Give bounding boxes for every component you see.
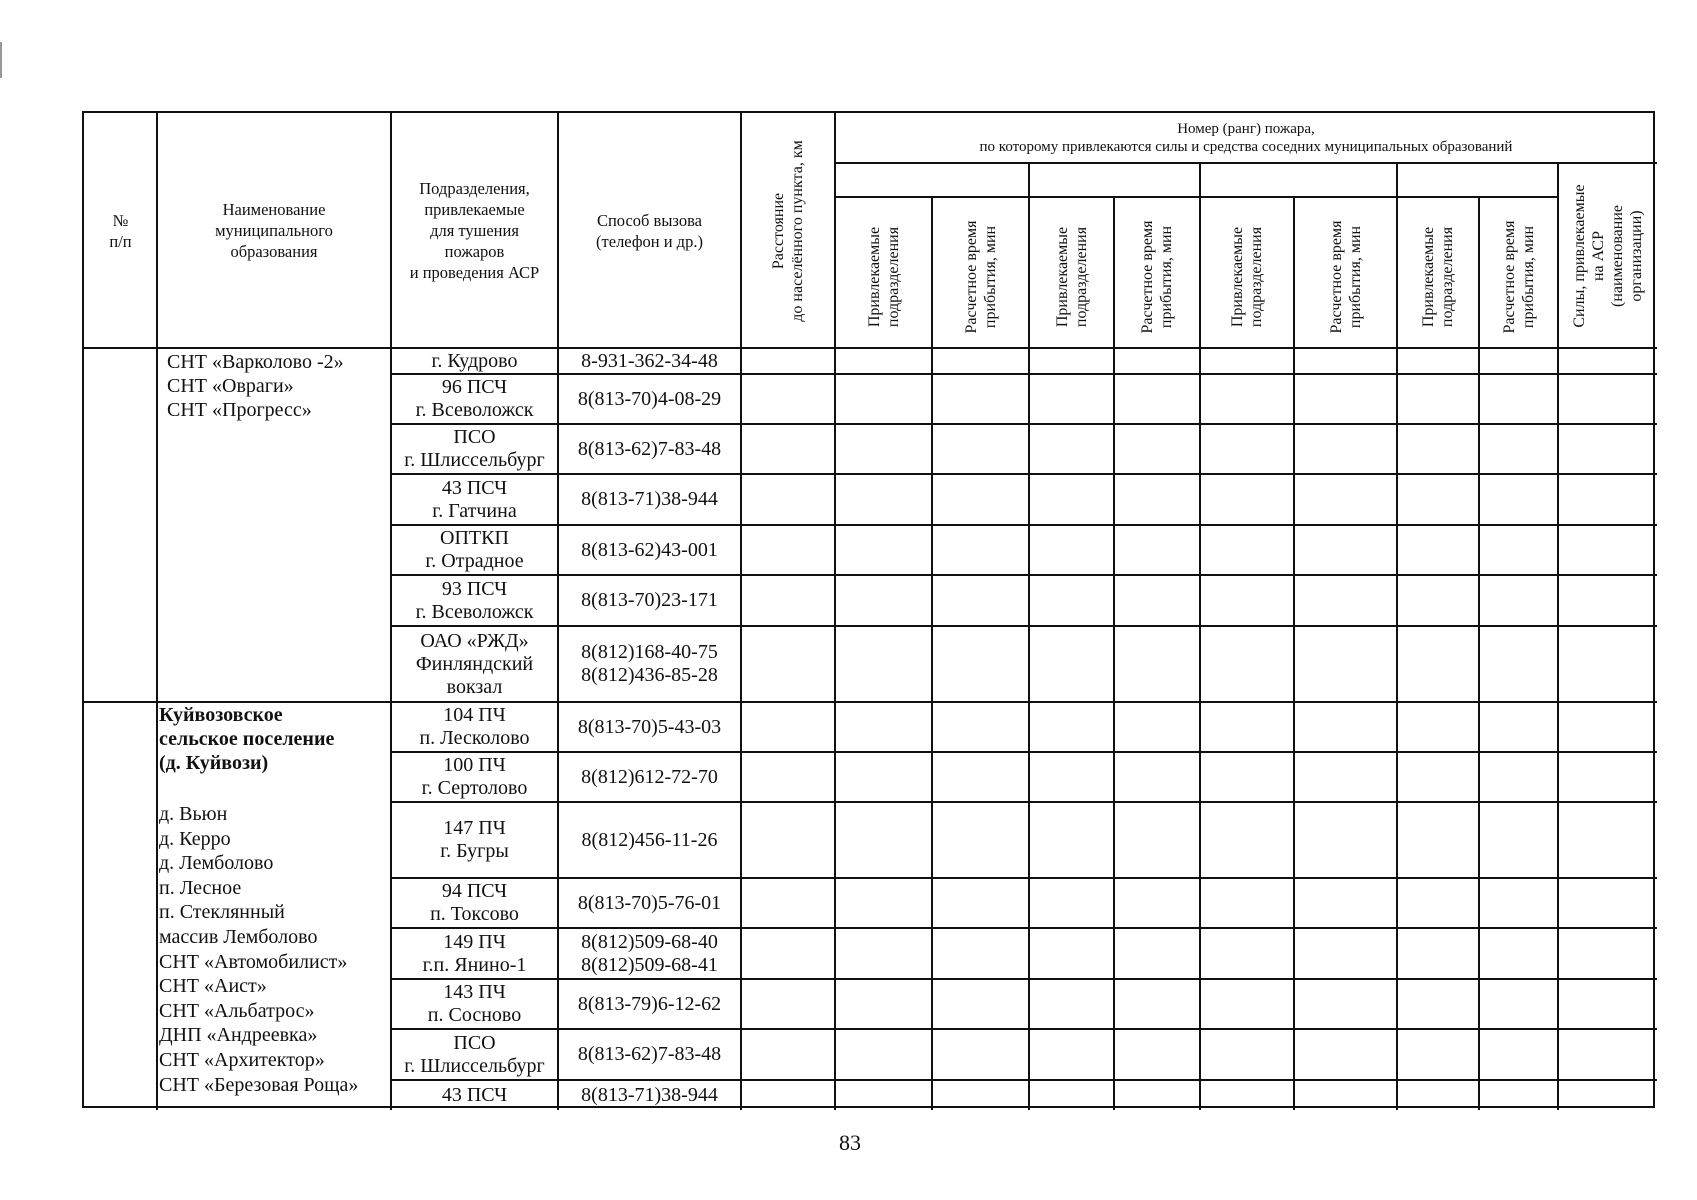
row-distance bbox=[741, 374, 835, 424]
header-sub-units-line: подразделения bbox=[1072, 226, 1090, 327]
row-unit-line: 96 ПСЧ bbox=[441, 376, 508, 398]
row-unit bbox=[391, 878, 558, 928]
row-cell bbox=[1397, 374, 1479, 424]
row-unit bbox=[391, 702, 558, 752]
row-phone bbox=[558, 928, 741, 979]
header-rank-1 bbox=[835, 163, 1029, 197]
row-cell bbox=[835, 752, 932, 802]
settlement-name: п. Стеклянный bbox=[159, 901, 285, 924]
row-distance bbox=[741, 348, 835, 374]
row-cell bbox=[1200, 802, 1294, 878]
table-hline bbox=[835, 196, 1558, 198]
table-vline bbox=[156, 113, 158, 1110]
row-cell bbox=[1200, 1080, 1294, 1110]
header-col-call-line: Способ вызова bbox=[596, 210, 703, 230]
header-col-units-line: и проведения АСР bbox=[409, 263, 540, 282]
row-phone-line: 8(812)456-11-26 bbox=[581, 828, 718, 851]
row-unit bbox=[391, 424, 558, 474]
row-phone bbox=[558, 802, 741, 878]
settlement-name: СНТ «Автомобилист» bbox=[159, 950, 348, 973]
row-unit-line: ОПТКП bbox=[440, 527, 509, 549]
row-cell bbox=[932, 752, 1029, 802]
settlement-name: СНТ «Березовая Роща» bbox=[159, 1073, 359, 1096]
row-distance bbox=[741, 1080, 835, 1110]
header-sub-time-line: Расчетное время bbox=[1500, 220, 1518, 333]
header-rank-2 bbox=[1029, 163, 1200, 197]
header-sub-units-line: Привлекаемые bbox=[1420, 226, 1437, 327]
row-unit-line: г. Сертолово bbox=[421, 777, 528, 799]
row-unit-line: 43 ПСЧ bbox=[441, 1083, 508, 1106]
row-unit bbox=[391, 928, 558, 979]
row-unit-line: 149 ПЧ bbox=[443, 930, 506, 953]
header-asr-forces bbox=[1570, 184, 1646, 327]
header-col-distance-line: Расстояние bbox=[770, 192, 787, 269]
row-cell bbox=[1397, 626, 1479, 702]
row-phone-line: 8(812)168-40-75 bbox=[581, 641, 718, 663]
row-distance bbox=[741, 802, 835, 878]
settlement-name: СНТ «Варколово -2» bbox=[167, 351, 344, 373]
header-rank-title-line: Номер (ранг) пожара, bbox=[1177, 121, 1315, 137]
header-col-name-line: муниципального bbox=[215, 221, 333, 240]
row-phone bbox=[558, 474, 741, 525]
row-cell bbox=[1294, 878, 1397, 928]
row-distance bbox=[741, 752, 835, 802]
header-col-number-line: № bbox=[112, 210, 129, 230]
row-unit bbox=[391, 752, 558, 802]
header-col-call bbox=[558, 113, 741, 348]
row-cell bbox=[1294, 474, 1397, 525]
header-sub-units bbox=[1053, 226, 1091, 326]
header-sub-units bbox=[865, 226, 903, 326]
row-phone-line: 8(813-70)5-43-03 bbox=[577, 715, 722, 738]
header-sub-time bbox=[1327, 220, 1365, 333]
row-cell bbox=[1294, 979, 1397, 1029]
row-cell bbox=[1294, 802, 1397, 878]
table-vline bbox=[1028, 163, 1030, 1110]
header-sub-time bbox=[1138, 220, 1176, 333]
row-phone bbox=[558, 374, 741, 424]
row-unit-line: 143 ПЧ bbox=[443, 981, 506, 1003]
header-sub-units-line: подразделения bbox=[1439, 226, 1456, 327]
header-sub-time bbox=[1500, 220, 1538, 333]
row-distance bbox=[741, 474, 835, 525]
row-distance bbox=[741, 1029, 835, 1080]
row-unit-line: п. Сосново bbox=[427, 1004, 522, 1026]
table-hline bbox=[835, 162, 1657, 164]
row-cell bbox=[1479, 928, 1558, 979]
row-unit-line: ПСО bbox=[453, 426, 496, 448]
header-col-units-line: Подразделения, bbox=[419, 179, 530, 198]
settlement-name: СНТ «Аист» bbox=[159, 975, 267, 998]
settlement-name: ДНП «Андреевка» bbox=[159, 1024, 318, 1047]
row-phone-line: 8(813-79)6-12-62 bbox=[577, 992, 722, 1015]
header-asr-forces-line: Силы, привлекаемые bbox=[1570, 183, 1588, 328]
row-unit-line: г. Бугры bbox=[440, 840, 509, 862]
row-unit-line: ОАО «РЖД» bbox=[420, 629, 529, 652]
row-phone-line: 8(812)509-68-40 bbox=[581, 930, 718, 953]
row-cell bbox=[1397, 979, 1479, 1029]
header-asr-forces-line: (наименование bbox=[1608, 204, 1626, 307]
header-col-units-line: пожаров bbox=[444, 242, 505, 261]
row-unit bbox=[391, 802, 558, 878]
settlement-name: п. Лесное bbox=[159, 876, 242, 899]
row-phone bbox=[558, 348, 741, 374]
fire-response-table bbox=[82, 111, 1655, 1108]
row-unit-line: п. Токсово bbox=[430, 903, 519, 925]
header-col-number-line: п/п bbox=[109, 231, 132, 251]
section-number bbox=[84, 702, 157, 728]
row-phone-line: 8(813-71)38-944 bbox=[581, 1083, 718, 1106]
header-sub-time-line: прибытия, мин bbox=[981, 225, 999, 328]
row-distance bbox=[741, 424, 835, 474]
municipality-name: Куйвозовское bbox=[159, 704, 283, 726]
header-rank-4 bbox=[1397, 163, 1558, 197]
row-unit bbox=[391, 525, 558, 575]
row-cell bbox=[1200, 878, 1294, 928]
header-col-units bbox=[391, 153, 558, 308]
header-asr-forces-line: организации) bbox=[1627, 209, 1645, 302]
row-unit-line: ПСО bbox=[453, 1031, 496, 1054]
table-vline bbox=[931, 197, 933, 1110]
row-cell bbox=[1397, 575, 1479, 626]
header-sub-units-line: Привлекаемые bbox=[1053, 226, 1071, 327]
row-unit-line: Финляндский bbox=[415, 652, 534, 675]
header-sub-time bbox=[962, 220, 1000, 333]
row-phone bbox=[558, 1029, 741, 1080]
scan-margin-mark bbox=[0, 42, 2, 78]
row-unit-line: п. Лесколово bbox=[419, 727, 530, 749]
row-unit-line: 147 ПЧ bbox=[443, 817, 506, 839]
row-phone bbox=[558, 424, 741, 474]
row-unit-line: 104 ПЧ bbox=[443, 704, 506, 726]
row-unit-line: г. Кудрово bbox=[431, 349, 518, 372]
table-hline bbox=[84, 347, 1657, 349]
row-phone-line: 8(813-70)5-76-01 bbox=[577, 891, 722, 914]
header-sub-time-line: Расчетное время bbox=[962, 220, 980, 333]
table-vline bbox=[1113, 197, 1115, 1110]
header-col-name-line: образования bbox=[230, 242, 318, 261]
settlement-name: д. Вьюн bbox=[159, 803, 228, 825]
row-unit-line: г. Всеволожск bbox=[415, 399, 534, 421]
header-sub-time-line: прибытия, мин bbox=[1346, 225, 1364, 328]
row-phone bbox=[558, 1080, 741, 1110]
settlement-name: д. Керро bbox=[159, 827, 231, 850]
header-sub-units-line: подразделения bbox=[884, 226, 902, 327]
row-unit bbox=[391, 626, 558, 702]
header-col-name-line: Наименование bbox=[222, 200, 326, 219]
row-unit-line: г. Всеволожск bbox=[415, 600, 534, 623]
page-number: 83 bbox=[839, 1130, 861, 1155]
row-cell bbox=[1558, 424, 1657, 474]
row-phone bbox=[558, 575, 741, 626]
row-unit bbox=[391, 374, 558, 424]
row-phone bbox=[558, 752, 741, 802]
header-sub-units bbox=[1228, 226, 1266, 326]
row-phone bbox=[558, 979, 741, 1029]
row-phone-line: 8(813-70)4-08-29 bbox=[577, 387, 722, 410]
row-cell bbox=[1294, 525, 1397, 575]
row-cell bbox=[1200, 525, 1294, 575]
row-unit bbox=[391, 575, 558, 626]
row-phone-line: 8(813-62)43-001 bbox=[581, 538, 718, 561]
row-unit bbox=[391, 1029, 558, 1080]
row-phone-line: 8(812)612-72-70 bbox=[581, 765, 718, 788]
settlement-name: СНТ «Архитектор» bbox=[159, 1049, 325, 1071]
header-col-number bbox=[84, 113, 157, 348]
header-sub-time-line: Расчетное время bbox=[1139, 220, 1156, 333]
row-unit bbox=[391, 348, 558, 374]
row-phone-line: 8(813-70)23-171 bbox=[581, 589, 718, 611]
row-cell bbox=[835, 702, 932, 752]
row-distance bbox=[741, 702, 835, 752]
row-unit-line: г.п. Янино-1 bbox=[422, 953, 527, 976]
header-rank-title bbox=[835, 113, 1657, 163]
header-rank-title-line: по которому привлекаются силы и средства соседних муниципальных образований bbox=[979, 139, 1513, 155]
header-col-units-line: привлекаемые bbox=[424, 200, 525, 219]
row-distance bbox=[741, 626, 835, 702]
header-col-name bbox=[157, 113, 391, 348]
row-cell bbox=[1200, 979, 1294, 1029]
row-unit-line: 43 ПСЧ bbox=[441, 476, 508, 499]
header-sub-units-line: Привлекаемые bbox=[865, 226, 883, 327]
row-cell bbox=[932, 702, 1029, 752]
row-phone-line: 8(812)436-85-28 bbox=[581, 664, 718, 686]
municipality-name: сельское поселение bbox=[159, 728, 335, 750]
header-col-distance bbox=[769, 140, 807, 321]
row-phone bbox=[558, 878, 741, 928]
row-phone-line: 8(813-71)38-944 bbox=[581, 488, 718, 510]
header-asr-forces-line: на АСР bbox=[1589, 230, 1607, 281]
row-distance bbox=[741, 928, 835, 979]
settlement-name: д. Лемболово bbox=[159, 852, 274, 875]
row-unit-line: г. Шлиссельбург bbox=[404, 449, 545, 471]
settlement-name: массив Лемболово bbox=[159, 926, 318, 948]
row-phone bbox=[558, 702, 741, 752]
row-unit-line: 93 ПСЧ bbox=[441, 577, 508, 600]
table-vline bbox=[1293, 197, 1295, 1110]
row-distance bbox=[741, 979, 835, 1029]
settlement-name: СНТ «Альбатрос» bbox=[159, 999, 315, 1022]
row-cell bbox=[1029, 752, 1114, 802]
settlement-name: СНТ «Овраги» bbox=[167, 375, 294, 397]
row-unit bbox=[391, 1080, 558, 1110]
row-unit-line: г. Шлиссельбург bbox=[404, 1054, 545, 1077]
row-distance bbox=[741, 575, 835, 626]
row-phone-line: 8(812)509-68-41 bbox=[581, 953, 718, 976]
row-cell bbox=[1114, 802, 1200, 878]
row-cell bbox=[1479, 979, 1558, 1029]
row-unit-line: г. Отрадное bbox=[425, 550, 524, 572]
header-sub-time-line: прибытия, мин bbox=[1158, 225, 1175, 328]
row-unit bbox=[391, 474, 558, 525]
row-unit bbox=[391, 979, 558, 1029]
row-cell bbox=[1397, 928, 1479, 979]
row-phone-line: 8(813-62)7-83-48 bbox=[577, 437, 722, 460]
header-col-distance-line: до населённого пункта, км bbox=[789, 139, 806, 322]
row-cell bbox=[1558, 1029, 1657, 1080]
settlement-name: СНТ «Прогресс» bbox=[167, 399, 312, 421]
row-cell bbox=[1294, 1080, 1397, 1110]
row-unit-line: 100 ПЧ bbox=[443, 754, 506, 776]
row-phone bbox=[558, 626, 741, 702]
header-col-units-line: для тушения bbox=[430, 221, 519, 240]
row-cell bbox=[1200, 474, 1294, 525]
row-cell bbox=[1114, 752, 1200, 802]
municipality-name: (д. Куйвози) bbox=[159, 752, 269, 774]
header-sub-units bbox=[1419, 226, 1457, 326]
row-unit-line: 94 ПСЧ bbox=[441, 880, 508, 902]
header-sub-time-line: Расчетное время bbox=[1327, 220, 1345, 333]
row-unit-line: г. Гатчина bbox=[432, 499, 517, 522]
row-distance bbox=[741, 878, 835, 928]
row-phone-line: 8-931-362-34-48 bbox=[581, 349, 718, 372]
row-cell bbox=[1479, 374, 1558, 424]
header-sub-time-line: прибытия, мин bbox=[1519, 225, 1537, 328]
row-unit-line: вокзал bbox=[446, 675, 503, 698]
row-cell bbox=[1029, 802, 1114, 878]
table-vline bbox=[1199, 163, 1201, 1110]
header-sub-units-line: подразделения bbox=[1248, 226, 1265, 327]
row-phone bbox=[558, 525, 741, 575]
header-sub-units-line: Привлекаемые bbox=[1229, 226, 1246, 327]
row-phone-line: 8(813-62)7-83-48 bbox=[577, 1043, 722, 1065]
row-distance bbox=[741, 525, 835, 575]
header-rank-3 bbox=[1200, 163, 1397, 197]
header-col-call-line: (телефон и др.) bbox=[596, 231, 703, 251]
